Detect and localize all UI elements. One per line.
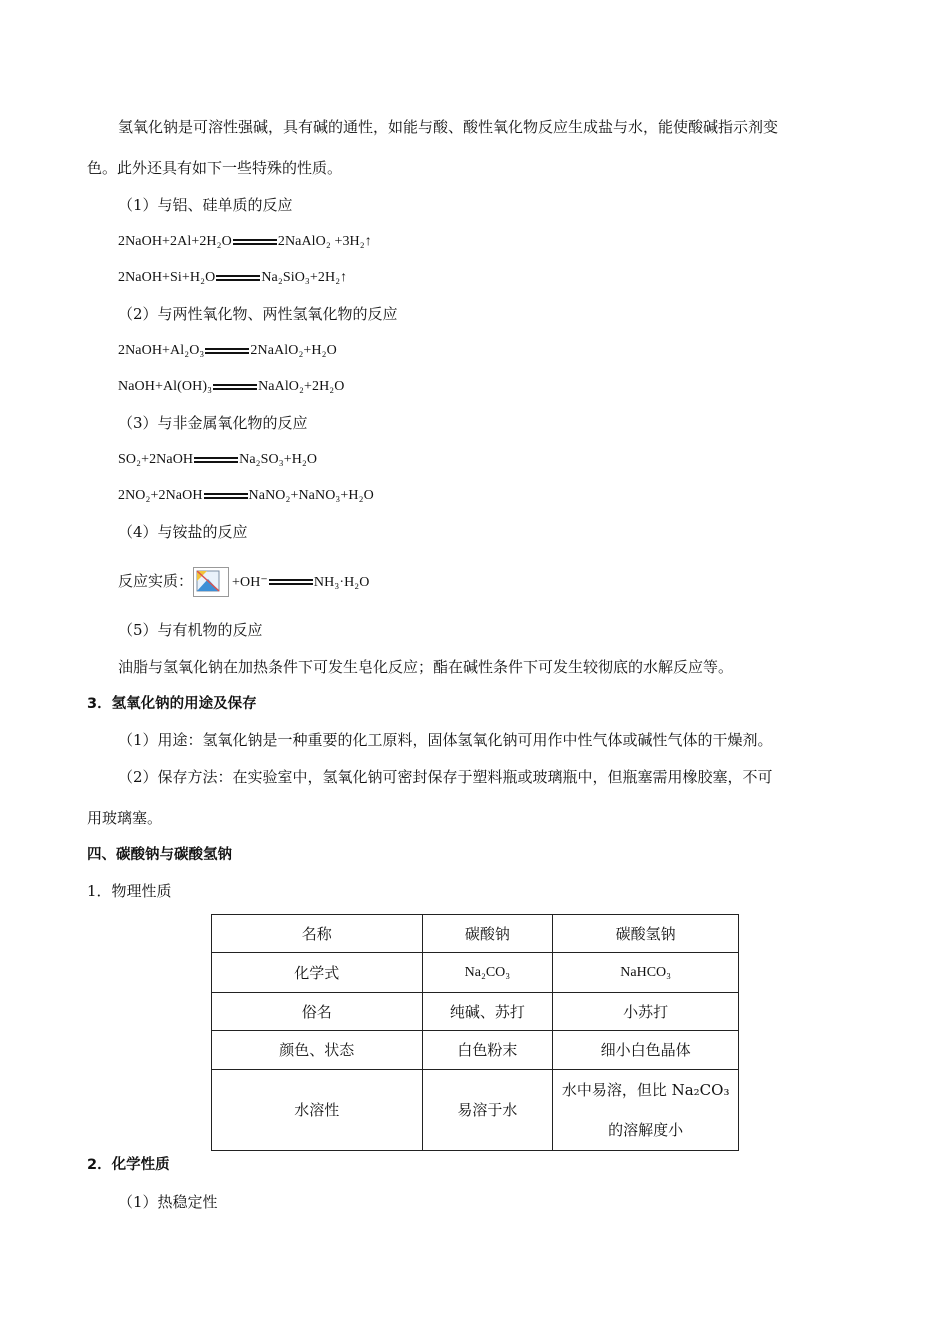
equation-right: NaNO₂+NaNO₃+H₂O <box>248 488 374 503</box>
equals-sign-icon <box>269 579 313 585</box>
table-cell: 俗名 <box>212 993 423 1031</box>
table-cell: 化学式 <box>212 953 423 993</box>
section-3-storage-line-2: 用玻璃塞。 <box>87 809 163 827</box>
table-cell: 细小白色晶体 <box>553 1031 739 1070</box>
table-cell: 颜色、状态 <box>212 1031 423 1070</box>
ammonium-formula-image-icon <box>193 567 229 597</box>
equation-so2-naoh <box>118 450 317 470</box>
intro-line-1: 氢氧化钠是可溶性强碱，具有碱的通性，如能与酸、酸性氧化物反应生成盐与水，能使酸碱指示剂变 <box>118 118 779 136</box>
reaction-1-title: （1）与铝、硅单质的反应 <box>118 196 293 214</box>
physical-properties-heading: 1．物理性质 <box>87 882 172 900</box>
reaction-essence-line <box>118 564 370 600</box>
equation-naoh-al <box>118 232 372 252</box>
intro-line-2: 色。此外还具有如下一些特殊的性质。 <box>87 159 343 177</box>
chemical-properties-heading: 2．化学性质 <box>87 1157 170 1173</box>
equation-left: 2NO₂+2NaOH <box>118 488 203 503</box>
reaction-5-title: （5）与有机物的反应 <box>118 621 263 639</box>
equation-left: 2NaOH+Al₂O₃ <box>118 343 205 358</box>
table-header-row <box>212 915 739 953</box>
essence-label: 反应实质： <box>118 572 194 590</box>
table-cell: 小苏打 <box>553 993 739 1031</box>
table-row <box>212 1031 739 1070</box>
table-cell: 白色粉末 <box>422 1031 553 1070</box>
equation-naoh-aloh3 <box>118 377 345 397</box>
reaction-3-title: （3）与非金属氧化物的反应 <box>118 414 308 432</box>
table-cell: Na₂CO₃ <box>422 953 553 993</box>
equation-naoh-si <box>118 268 347 288</box>
equation-right: NaAlO₂+2H₂O <box>258 379 345 394</box>
reaction-4-title: （4）与铵盐的反应 <box>118 523 248 541</box>
section-3-storage-line-1: （2）保存方法：在实验室中，氢氧化钠可密封保存于塑料瓶或玻璃瓶中，但瓶塞需用橡胶塞，不可 <box>118 768 773 786</box>
table-row <box>212 953 739 993</box>
section-4-heading: 四、碳酸钠与碳酸氢钠 <box>87 847 232 863</box>
table-row <box>212 993 739 1031</box>
equation-left: 2NaOH+2Al+2H₂O <box>118 234 232 249</box>
essence-left: +OH⁻ <box>232 575 268 590</box>
table-cell <box>553 1070 739 1151</box>
table-cell-line: 水中易溶，但比 Na₂CO₃ <box>561 1081 730 1099</box>
equals-sign-icon <box>204 493 248 499</box>
table-header-cell: 碳酸氢钠 <box>553 915 739 953</box>
table-cell: NaHCO₃ <box>553 953 739 993</box>
equation-naoh-al2o3 <box>118 341 337 361</box>
table-header-cell: 名称 <box>212 915 423 953</box>
thermal-stability-heading: （1）热稳定性 <box>118 1193 218 1211</box>
equation-left: NaOH+Al(OH)₃ <box>118 379 213 394</box>
section-3-heading: 3．氢氧化钠的用途及保存 <box>87 696 257 712</box>
table-cell: 纯碱、苏打 <box>422 993 553 1031</box>
equals-sign-icon <box>216 275 260 281</box>
reaction-2-title: （2）与两性氧化物、两性氢氧化物的反应 <box>118 305 398 323</box>
table-header-cell: 碳酸钠 <box>422 915 553 953</box>
equation-left: SO₂+2NaOH <box>118 452 194 467</box>
equals-sign-icon <box>233 239 277 245</box>
equation-right: Na₂SO₃+H₂O <box>239 452 318 467</box>
section-3-use: （1）用途：氢氧化钠是一种重要的化工原料，固体氢氧化钠可用作中性气体或碱性气体的干燥剂。 <box>118 731 773 749</box>
table-cell: 易溶于水 <box>422 1070 553 1151</box>
equals-sign-icon <box>194 457 238 463</box>
equals-sign-icon <box>213 384 257 390</box>
table-cell: 水溶性 <box>212 1070 423 1151</box>
table-row <box>212 1070 739 1151</box>
equation-right: Na₂SiO₃+2H₂↑ <box>261 270 348 285</box>
equation-right: 2NaAlO₂ +3H₂↑ <box>277 234 372 249</box>
equals-sign-icon <box>205 348 249 354</box>
table-cell-line: 的溶解度小 <box>608 1121 684 1139</box>
physical-properties-table <box>211 914 739 1151</box>
equation-right: 2NaAlO₂+H₂O <box>250 343 337 358</box>
equation-no2-naoh <box>118 486 374 506</box>
reaction-5-text: 油脂与氢氧化钠在加热条件下可发生皂化反应；酯在碱性条件下可发生较彻底的水解反应等。 <box>118 658 734 676</box>
equation-left: 2NaOH+Si+H₂O <box>118 270 216 285</box>
essence-right: NH₃·H₂O <box>313 575 370 590</box>
